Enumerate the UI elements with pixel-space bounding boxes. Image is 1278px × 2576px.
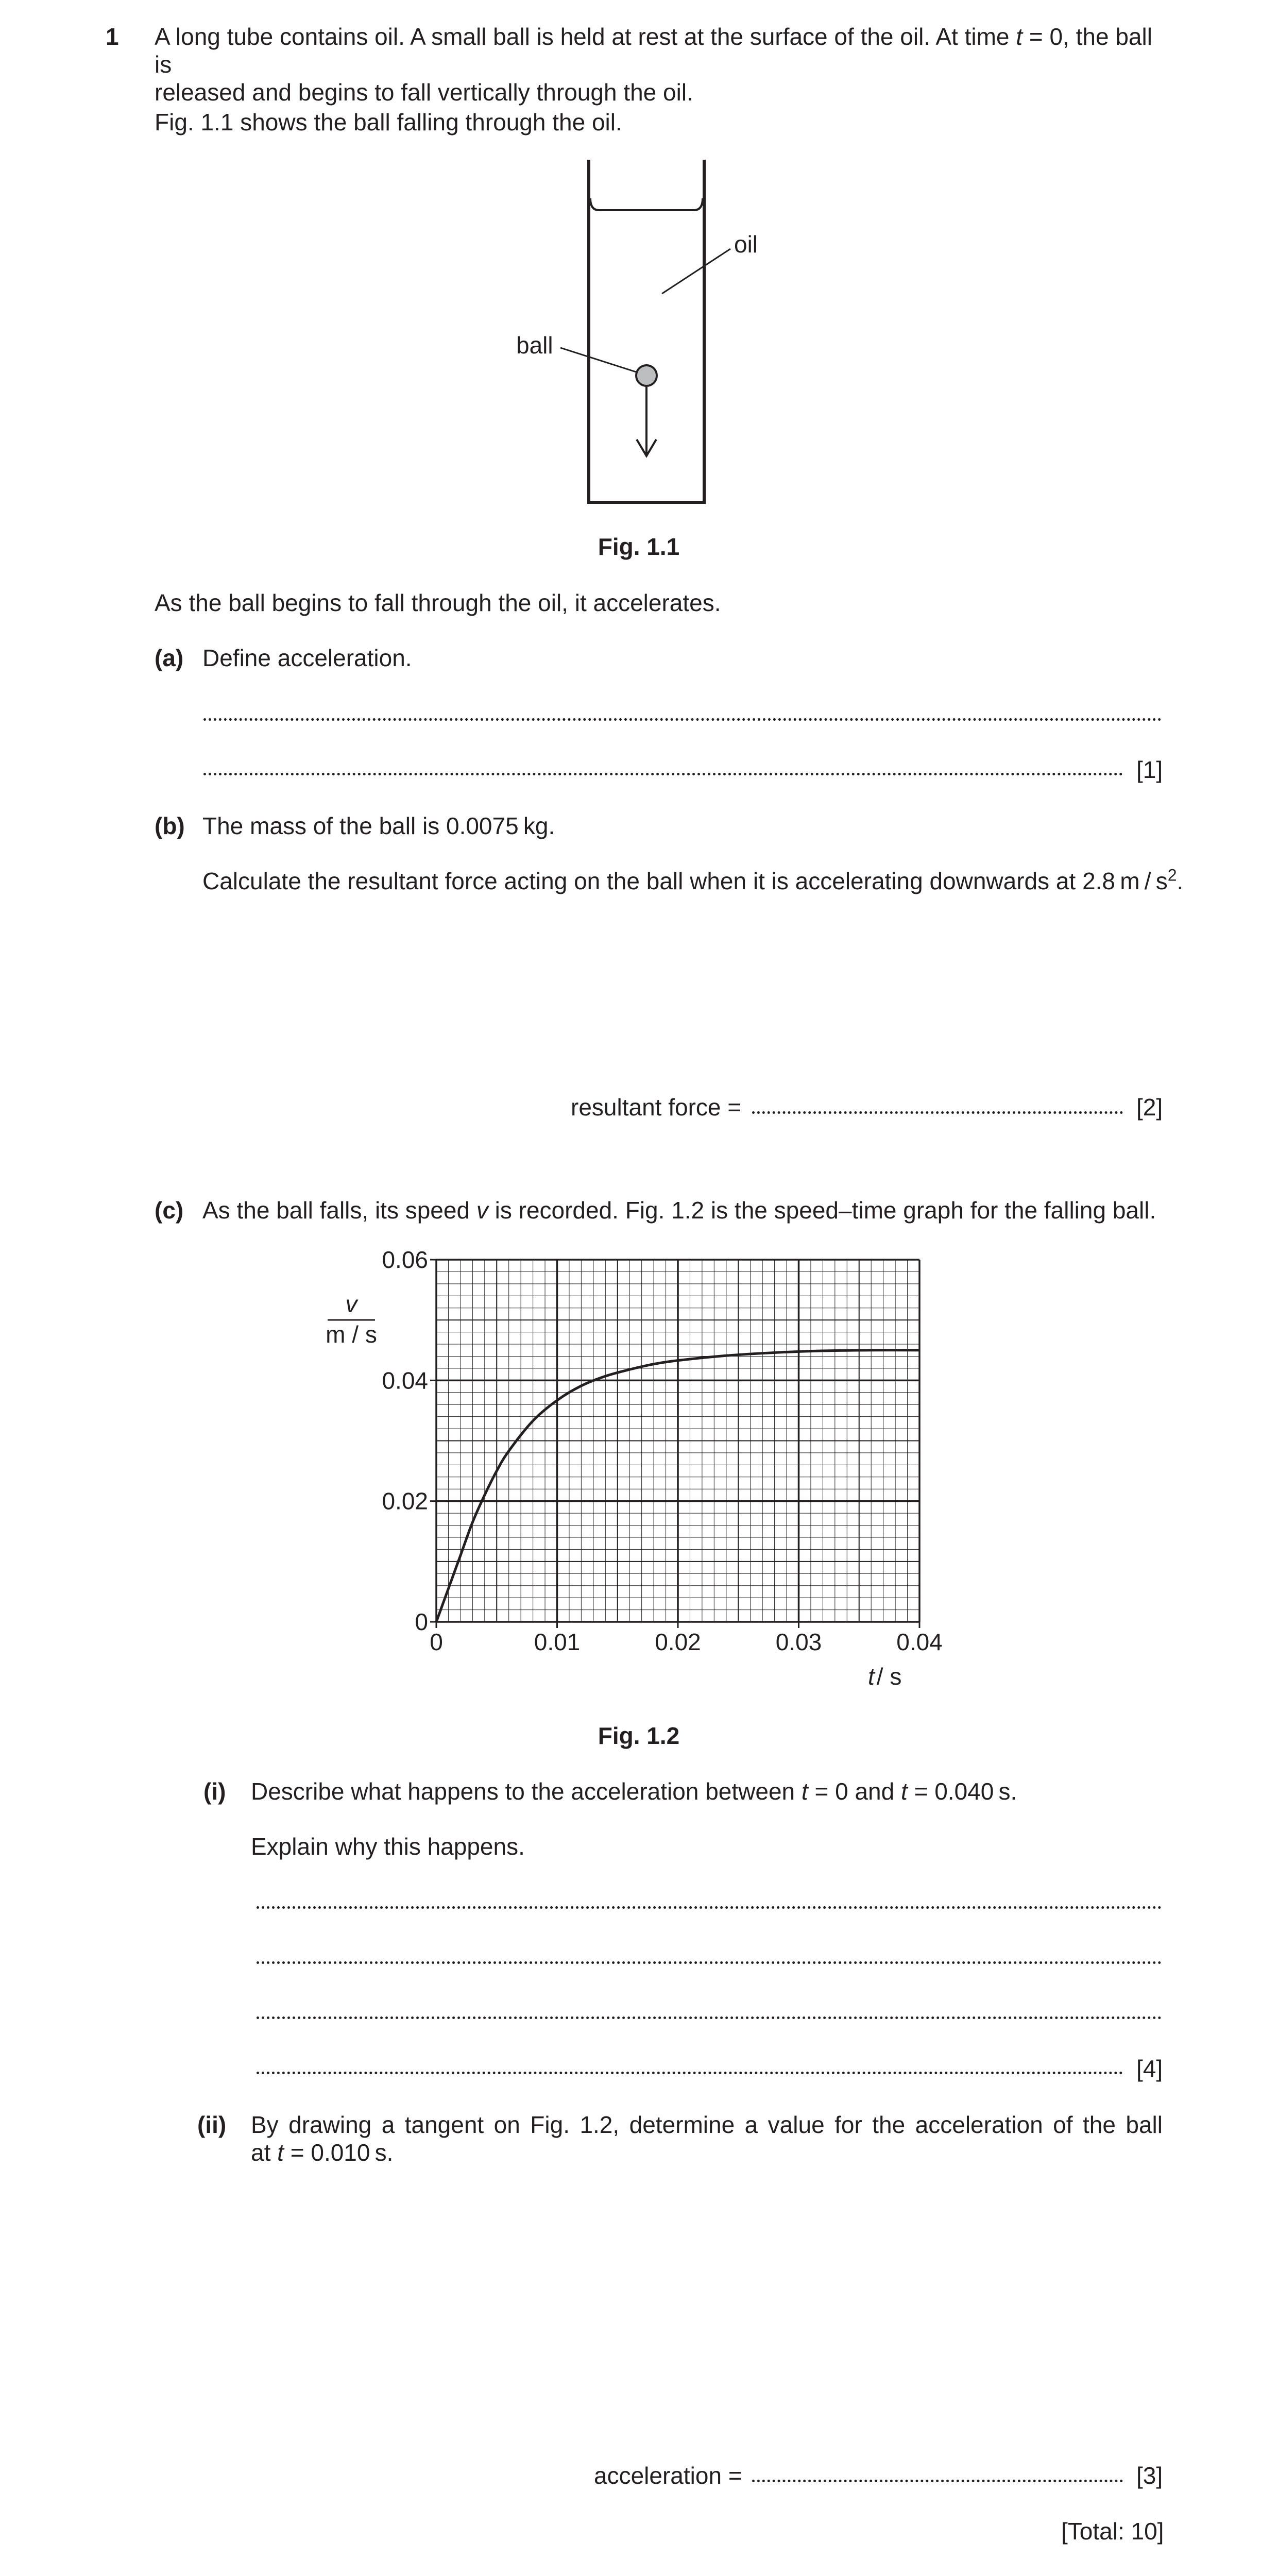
part-c-i-label: (i) <box>203 1778 226 1805</box>
answer-line-ci4[interactable] <box>257 2072 1123 2074</box>
part-c-ii-line1: By drawing a tangent on Fig. 1.2, determine a value for the acceleration of the ball <box>251 2111 1163 2138</box>
y-tick-label: 0.02 <box>382 1487 428 1515</box>
part-c-ii-text <box>251 2111 1163 2166</box>
oil-surface <box>590 198 703 210</box>
part-c-ii-marks: [3] <box>1136 2462 1163 2489</box>
answer-line-a2[interactable] <box>203 773 1123 775</box>
part-a-label: (a) <box>155 645 184 671</box>
y-axis-label-unit: m / s <box>326 1321 377 1348</box>
part-b-marks: [2] <box>1136 1094 1163 1121</box>
y-tick-label: 0.04 <box>382 1367 428 1394</box>
fig11-caption: Fig. 1.1 <box>598 533 680 560</box>
acceleration-answer-line[interactable] <box>752 2480 1123 2482</box>
x-tick-label: 0 <box>430 1629 443 1655</box>
resultant-force-answer-line[interactable] <box>752 1111 1123 1114</box>
question-number: 1 <box>106 23 119 50</box>
intro-line-2: released and begins to fall vertically through the oil. <box>155 79 693 106</box>
y-tick-label: 0 <box>415 1608 428 1635</box>
part-b-question: Calculate the resultant force acting on the ball when it is accelerating downwards at 2.8 m / $s^2$. <box>202 866 1184 894</box>
part-c-ii-line2: at t = 0.010 s. <box>251 2139 394 2166</box>
answer-line-ci3[interactable] <box>257 2016 1162 2019</box>
y-tick-label: 0.06 <box>382 1246 428 1273</box>
part-c-text: As the ball falls, its speed v is recorded. Fig. 1.2 is the speed–time graph for the falling ball. <box>202 1197 1156 1224</box>
fig11-reference: Fig. 1.1 shows the ball falling through the oil. <box>155 109 622 135</box>
total-marks: [Total: 10] <box>1061 2518 1164 2545</box>
x-tick-label: 0.02 <box>655 1629 701 1655</box>
x-axis-label: t/ s <box>868 1663 902 1690</box>
part-c-label: (c) <box>155 1197 184 1224</box>
fig11-diagram <box>489 157 798 513</box>
x-tick-label: 0.03 <box>775 1629 822 1655</box>
resultant-force-label: resultant force = <box>571 1094 742 1121</box>
part-a-text: Define acceleration. <box>202 645 412 671</box>
fig12-graph <box>309 1236 979 1700</box>
oil-label: oil <box>734 231 758 258</box>
ball-leader-line <box>560 348 638 372</box>
answer-line-ci2[interactable] <box>257 1961 1162 1964</box>
part-c-i-text2: Explain why this happens. <box>251 1833 525 1860</box>
y-axis-label-variable: v <box>345 1291 357 1317</box>
intro-line-1: A long tube contains oil. A small ball is held at rest at the surface of the oil. At time t = 0, the ball is <box>155 23 1152 78</box>
answer-line-a1[interactable] <box>203 718 1162 721</box>
ball-label: ball <box>516 332 553 359</box>
part-c-i-text1: Describe what happens to the acceleration between t = 0 and t = 0.040 s. <box>251 1778 1017 1805</box>
part-b-label: (b) <box>155 812 185 839</box>
answer-line-ci1[interactable] <box>257 1906 1162 1909</box>
ball <box>636 365 657 386</box>
x-tick-label: 0.01 <box>534 1629 581 1655</box>
axis-ticks <box>430 1260 919 1628</box>
acceleration-label: acceleration = <box>594 2462 742 2489</box>
fig12-caption: Fig. 1.2 <box>598 1722 680 1749</box>
part-c-ii-label: (ii) <box>197 2111 227 2138</box>
x-tick-label: 0.04 <box>896 1629 943 1655</box>
part-a-marks: [1] <box>1136 756 1163 783</box>
tick-labels <box>382 1246 942 1655</box>
part-b-mass: The mass of the ball is 0.0075 kg. <box>202 812 555 839</box>
oil-leader-line <box>662 249 730 294</box>
part-c-i-marks: [4] <box>1136 2055 1163 2082</box>
question-intro <box>155 23 1164 106</box>
acceleration-intro: As the ball begins to fall through the oil, it accelerates. <box>155 589 721 616</box>
